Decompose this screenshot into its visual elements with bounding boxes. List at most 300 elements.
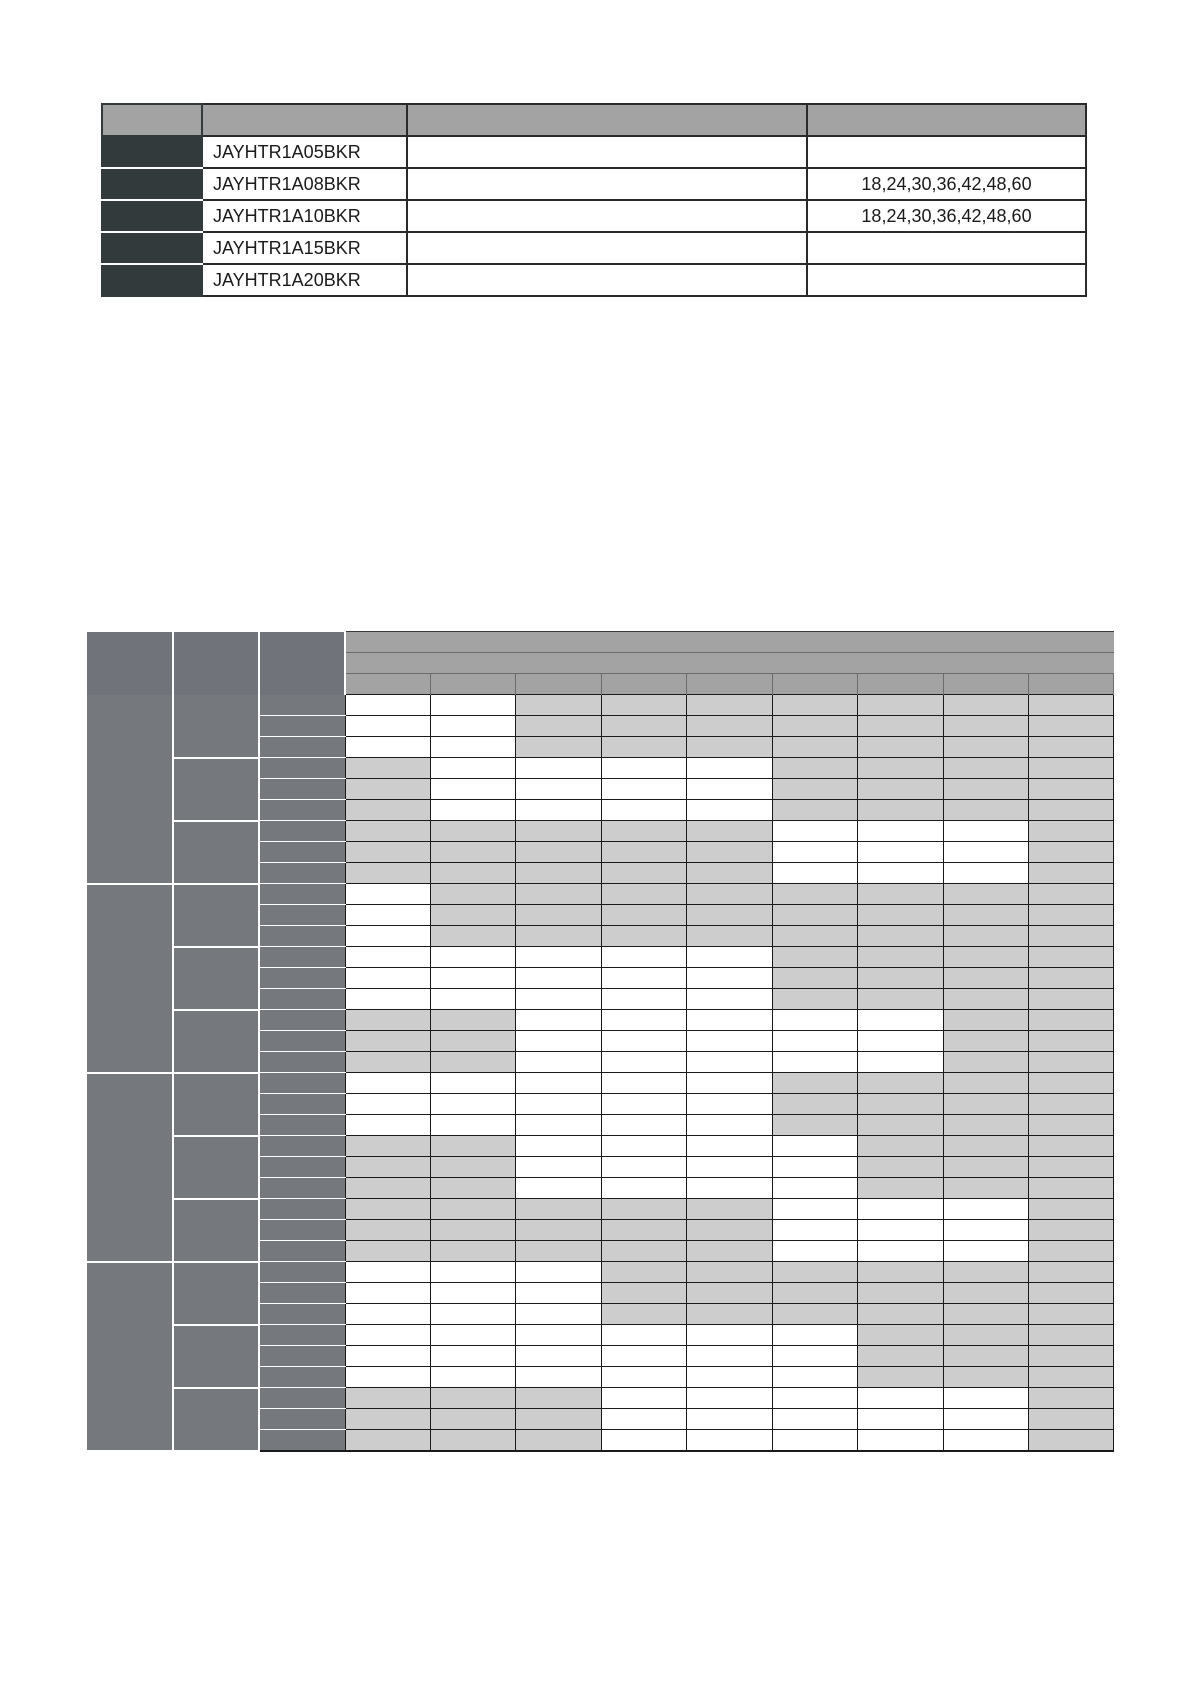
shaded-cell <box>943 1073 1028 1094</box>
compatible-cell <box>772 1430 857 1451</box>
compatible-cell <box>601 1157 686 1178</box>
shaded-cell <box>687 926 772 947</box>
shaded-cell <box>430 1157 515 1178</box>
compatible-cell <box>430 737 515 758</box>
grid-row-label <box>259 1031 345 1052</box>
shaded-cell <box>430 821 515 842</box>
shaded-cell <box>772 1094 857 1115</box>
shaded-cell <box>943 968 1028 989</box>
grid-column-header <box>601 674 686 695</box>
compatible-cell <box>516 800 601 821</box>
compatible-cell <box>601 1094 686 1115</box>
shaded-cell <box>943 1136 1028 1157</box>
compatible-cell <box>772 1136 857 1157</box>
shaded-cell <box>858 884 943 905</box>
model-description <box>407 168 807 200</box>
compatible-cell <box>345 947 430 968</box>
shaded-cell <box>772 1115 857 1136</box>
shaded-cell <box>772 926 857 947</box>
compatible-cell <box>430 779 515 800</box>
shaded-cell <box>1029 905 1114 926</box>
grid-subgroup-cell <box>173 1199 259 1262</box>
grid-row-label <box>259 1220 345 1241</box>
grid-row <box>87 1199 1114 1220</box>
shaded-cell <box>345 1241 430 1262</box>
shaded-cell <box>858 1178 943 1199</box>
compatible-cell <box>601 1409 686 1430</box>
shaded-cell <box>772 968 857 989</box>
shaded-cell <box>943 779 1028 800</box>
compatible-cell <box>430 1262 515 1283</box>
model-table-header <box>102 104 1086 136</box>
model-number: JAYHTR1A15BKR <box>202 232 407 264</box>
compatible-cell <box>687 1073 772 1094</box>
compatible-cell <box>430 1367 515 1388</box>
shaded-cell <box>601 926 686 947</box>
compatible-cell <box>943 1241 1028 1262</box>
grid-row-label <box>259 1157 345 1178</box>
shaded-cell <box>430 1199 515 1220</box>
compatible-cell <box>516 1136 601 1157</box>
shaded-cell <box>516 884 601 905</box>
shaded-cell <box>1029 1157 1114 1178</box>
grid-row-label <box>259 1010 345 1031</box>
shaded-cell <box>772 905 857 926</box>
shaded-cell <box>516 737 601 758</box>
shaded-cell <box>516 716 601 737</box>
model-description <box>407 200 807 232</box>
shaded-cell <box>858 1094 943 1115</box>
compatible-cell <box>345 695 430 716</box>
shaded-cell <box>345 1052 430 1073</box>
shaded-cell <box>943 1325 1028 1346</box>
compatible-cell <box>516 1010 601 1031</box>
grid-row-label <box>259 779 345 800</box>
grid-column-header <box>516 674 601 695</box>
shaded-cell <box>687 821 772 842</box>
compatible-cell <box>516 758 601 779</box>
grid-row <box>87 758 1114 779</box>
shaded-cell <box>1029 1283 1114 1304</box>
compatible-cell <box>345 1262 430 1283</box>
shaded-cell <box>1029 1304 1114 1325</box>
shaded-cell <box>345 1220 430 1241</box>
shaded-cell <box>943 926 1028 947</box>
shaded-cell <box>430 1409 515 1430</box>
shaded-cell <box>858 1157 943 1178</box>
shaded-cell <box>1029 947 1114 968</box>
compatible-cell <box>772 1052 857 1073</box>
shaded-cell <box>345 1409 430 1430</box>
compatible-cell <box>430 1325 515 1346</box>
model-row <box>102 232 1086 264</box>
compatible-cell <box>687 1325 772 1346</box>
shaded-cell <box>1029 1115 1114 1136</box>
shaded-cell <box>1029 1010 1114 1031</box>
shaded-cell <box>943 1094 1028 1115</box>
shaded-cell <box>1029 863 1114 884</box>
shaded-cell <box>601 1220 686 1241</box>
compatible-cell <box>943 863 1028 884</box>
shaded-cell <box>516 905 601 926</box>
shaded-cell <box>772 1262 857 1283</box>
compatible-cell <box>772 1157 857 1178</box>
compatible-cell <box>687 1178 772 1199</box>
compatible-cell <box>687 758 772 779</box>
compatible-cell <box>858 1199 943 1220</box>
grid-group-cell <box>87 695 173 884</box>
grid-row-label <box>259 1367 345 1388</box>
shaded-cell <box>858 989 943 1010</box>
shaded-cell <box>687 905 772 926</box>
compatible-cell <box>943 1430 1028 1451</box>
compatible-cell <box>516 1031 601 1052</box>
compatible-cell <box>601 1073 686 1094</box>
shaded-cell <box>516 842 601 863</box>
grid-header-span-cell <box>345 653 1114 674</box>
compatible-cell <box>430 968 515 989</box>
grid-row-label <box>259 1283 345 1304</box>
grid-row <box>87 884 1114 905</box>
grid-column-header <box>943 674 1028 695</box>
compatibility-grid <box>87 631 1114 1452</box>
grid-column-header <box>1029 674 1114 695</box>
shaded-cell <box>772 1073 857 1094</box>
shaded-cell <box>430 905 515 926</box>
shaded-cell <box>687 1199 772 1220</box>
model-description <box>407 264 807 296</box>
compatible-cell <box>601 1430 686 1451</box>
shaded-cell <box>516 1409 601 1430</box>
compatible-cell <box>430 1073 515 1094</box>
shaded-cell <box>1029 1136 1114 1157</box>
compatible-cell <box>943 1388 1028 1409</box>
compatible-cell <box>772 1409 857 1430</box>
shaded-cell <box>345 842 430 863</box>
shaded-cell <box>858 968 943 989</box>
compatible-cell <box>430 1115 515 1136</box>
model-voltages <box>807 232 1086 264</box>
compatible-cell <box>601 989 686 1010</box>
model-row <box>102 136 1086 168</box>
shaded-cell <box>430 1010 515 1031</box>
compatible-cell <box>345 1346 430 1367</box>
grid-row <box>87 1325 1114 1346</box>
row-side-cell <box>102 136 202 168</box>
grid-row-label <box>259 1199 345 1220</box>
shaded-cell <box>687 842 772 863</box>
shaded-cell <box>858 800 943 821</box>
shaded-cell <box>1029 758 1114 779</box>
shaded-cell <box>772 800 857 821</box>
grid-subgroup-cell <box>173 1388 259 1451</box>
grid-row-label <box>259 863 345 884</box>
shaded-cell <box>1029 884 1114 905</box>
shaded-cell <box>943 1367 1028 1388</box>
compatible-cell <box>516 1157 601 1178</box>
compatible-cell <box>687 1115 772 1136</box>
compatible-cell <box>858 1010 943 1031</box>
shaded-cell <box>858 905 943 926</box>
shaded-cell <box>943 1031 1028 1052</box>
shaded-cell <box>943 1346 1028 1367</box>
compatible-cell <box>687 1157 772 1178</box>
compatible-cell <box>858 1052 943 1073</box>
compatible-cell <box>687 1010 772 1031</box>
compatible-cell <box>345 1283 430 1304</box>
shaded-cell <box>858 1325 943 1346</box>
shaded-cell <box>1029 1346 1114 1367</box>
compatible-cell <box>772 1367 857 1388</box>
grid-row <box>87 1136 1114 1157</box>
grid-column-header <box>772 674 857 695</box>
compatible-cell <box>772 1241 857 1262</box>
shaded-cell <box>516 821 601 842</box>
shaded-cell <box>430 1052 515 1073</box>
grid-subgroup-cell <box>173 1136 259 1199</box>
grid-header-span-cell <box>345 632 1114 653</box>
grid-row-label <box>259 1304 345 1325</box>
shaded-cell <box>1029 800 1114 821</box>
compatible-cell <box>601 1052 686 1073</box>
shaded-cell <box>1029 1262 1114 1283</box>
model-number: JAYHTR1A05BKR <box>202 136 407 168</box>
model-row <box>102 168 1086 200</box>
model-voltages: 18,24,30,36,42,48,60 <box>807 200 1086 232</box>
shaded-cell <box>943 1052 1028 1073</box>
compatible-cell <box>601 800 686 821</box>
grid-column-header <box>430 674 515 695</box>
shaded-cell <box>858 1283 943 1304</box>
compatible-cell <box>516 989 601 1010</box>
shaded-cell <box>1029 716 1114 737</box>
compatible-cell <box>601 947 686 968</box>
header-model-cell <box>202 104 407 136</box>
shaded-cell <box>1029 1073 1114 1094</box>
grid-row <box>87 695 1114 716</box>
compatible-cell <box>345 905 430 926</box>
grid-row-label <box>259 1388 345 1409</box>
model-description <box>407 136 807 168</box>
compatible-cell <box>345 1367 430 1388</box>
shaded-cell <box>1029 821 1114 842</box>
shaded-cell <box>858 926 943 947</box>
grid-subgroup-cell <box>173 1325 259 1388</box>
compatible-cell <box>601 779 686 800</box>
grid-row <box>87 1073 1114 1094</box>
shaded-cell <box>1029 1409 1114 1430</box>
compatible-cell <box>858 1031 943 1052</box>
grid-row-label <box>259 1409 345 1430</box>
shaded-cell <box>1029 968 1114 989</box>
shaded-cell <box>772 884 857 905</box>
grid-row-label <box>259 1094 345 1115</box>
compatible-cell <box>858 842 943 863</box>
compatible-cell <box>516 1115 601 1136</box>
shaded-cell <box>858 779 943 800</box>
compatible-cell <box>772 1178 857 1199</box>
compatible-cell <box>687 1052 772 1073</box>
shaded-cell <box>943 737 1028 758</box>
grid-column-header <box>858 674 943 695</box>
shaded-cell <box>345 1031 430 1052</box>
compatible-cell <box>943 1220 1028 1241</box>
shaded-cell <box>601 1199 686 1220</box>
shaded-cell <box>687 1220 772 1241</box>
shaded-cell <box>858 1346 943 1367</box>
shaded-cell <box>943 1178 1028 1199</box>
shaded-cell <box>430 1031 515 1052</box>
shaded-cell <box>601 737 686 758</box>
shaded-cell <box>601 821 686 842</box>
shaded-cell <box>1029 695 1114 716</box>
shaded-cell <box>858 1367 943 1388</box>
row-side-cell <box>102 168 202 200</box>
grid-group-cell <box>87 1262 173 1451</box>
shaded-cell <box>601 842 686 863</box>
compatible-cell <box>601 1010 686 1031</box>
compatible-cell <box>772 821 857 842</box>
compatible-cell <box>687 1136 772 1157</box>
shaded-cell <box>1029 779 1114 800</box>
shaded-cell <box>687 737 772 758</box>
shaded-cell <box>772 695 857 716</box>
compatible-cell <box>430 1283 515 1304</box>
compatible-cell <box>687 947 772 968</box>
compatible-cell <box>687 1346 772 1367</box>
compatible-cell <box>858 863 943 884</box>
compatible-cell <box>345 884 430 905</box>
compatible-cell <box>345 1325 430 1346</box>
shaded-cell <box>345 821 430 842</box>
model-row <box>102 200 1086 232</box>
shaded-cell <box>687 1304 772 1325</box>
shaded-cell <box>516 1388 601 1409</box>
shaded-cell <box>687 863 772 884</box>
grid-row-label <box>259 905 345 926</box>
shaded-cell <box>943 989 1028 1010</box>
compatible-cell <box>430 1304 515 1325</box>
shaded-cell <box>430 863 515 884</box>
grid-header-label-cell <box>173 632 259 695</box>
shaded-cell <box>858 758 943 779</box>
grid-row-label <box>259 1073 345 1094</box>
shaded-cell <box>943 758 1028 779</box>
grid-subgroup-cell <box>173 1010 259 1073</box>
shaded-cell <box>345 779 430 800</box>
grid-row-label <box>259 1052 345 1073</box>
shaded-cell <box>601 884 686 905</box>
compatible-cell <box>601 1136 686 1157</box>
shaded-cell <box>601 1283 686 1304</box>
grid-group-cell <box>87 1073 173 1262</box>
shaded-cell <box>345 800 430 821</box>
shaded-cell <box>601 695 686 716</box>
compatible-cell <box>516 1178 601 1199</box>
shaded-cell <box>858 1073 943 1094</box>
grid-column-header <box>345 674 430 695</box>
model-description <box>407 232 807 264</box>
compatible-cell <box>601 1031 686 1052</box>
grid-header-label-cell <box>259 632 345 695</box>
shaded-cell <box>601 905 686 926</box>
model-voltages <box>807 136 1086 168</box>
compatible-cell <box>772 1346 857 1367</box>
compatible-cell <box>516 1073 601 1094</box>
shaded-cell <box>430 842 515 863</box>
shaded-cell <box>943 884 1028 905</box>
grid-row <box>87 1010 1114 1031</box>
grid-subgroup-cell <box>173 947 259 1010</box>
shaded-cell <box>1029 1241 1114 1262</box>
grid-row-label <box>259 716 345 737</box>
shaded-cell <box>345 863 430 884</box>
grid-row-label <box>259 947 345 968</box>
shaded-cell <box>858 737 943 758</box>
compatible-cell <box>687 800 772 821</box>
compatible-cell <box>345 737 430 758</box>
compatible-cell <box>430 947 515 968</box>
shaded-cell <box>345 1178 430 1199</box>
shaded-cell <box>943 905 1028 926</box>
compatible-cell <box>345 926 430 947</box>
compatible-cell <box>687 779 772 800</box>
shaded-cell <box>430 926 515 947</box>
shaded-cell <box>1029 1094 1114 1115</box>
shaded-cell <box>1029 1052 1114 1073</box>
heater-model-table <box>101 103 1087 297</box>
compatible-cell <box>858 821 943 842</box>
shaded-cell <box>430 1430 515 1451</box>
shaded-cell <box>345 1388 430 1409</box>
shaded-cell <box>772 716 857 737</box>
compatible-cell <box>772 1325 857 1346</box>
grid-row-label <box>259 1430 345 1451</box>
shaded-cell <box>772 779 857 800</box>
shaded-cell <box>858 1304 943 1325</box>
shaded-cell <box>601 716 686 737</box>
model-row <box>102 264 1086 296</box>
shaded-cell <box>430 1178 515 1199</box>
grid-row-label <box>259 989 345 1010</box>
compatible-cell <box>772 1220 857 1241</box>
shaded-cell <box>1029 842 1114 863</box>
compatible-cell <box>516 1262 601 1283</box>
compatible-cell <box>772 1388 857 1409</box>
compatible-cell <box>687 968 772 989</box>
grid-row-label <box>259 884 345 905</box>
shaded-cell <box>687 1262 772 1283</box>
compatible-cell <box>430 989 515 1010</box>
compatible-cell <box>858 1430 943 1451</box>
shaded-cell <box>687 1241 772 1262</box>
row-side-cell <box>102 232 202 264</box>
shaded-cell <box>516 1199 601 1220</box>
compatible-cell <box>516 1283 601 1304</box>
shaded-cell <box>943 1283 1028 1304</box>
compatible-cell <box>687 1094 772 1115</box>
shaded-cell <box>1029 989 1114 1010</box>
compatible-cell <box>687 1409 772 1430</box>
grid-subgroup-cell <box>173 1262 259 1325</box>
shaded-cell <box>1029 1220 1114 1241</box>
grid-column-header <box>687 674 772 695</box>
shaded-cell <box>858 1136 943 1157</box>
shaded-cell <box>772 758 857 779</box>
shaded-cell <box>772 1283 857 1304</box>
shaded-cell <box>430 1241 515 1262</box>
grid-row-label <box>259 1136 345 1157</box>
